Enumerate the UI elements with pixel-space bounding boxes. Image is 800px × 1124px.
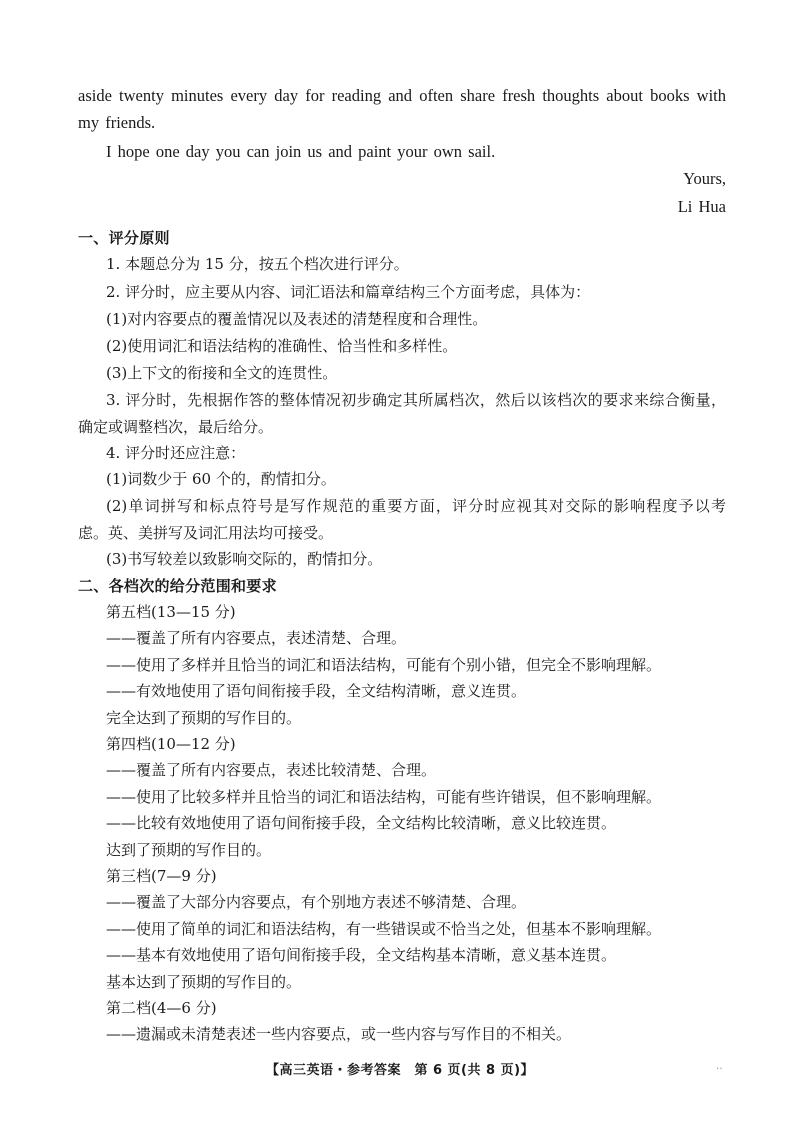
grade-3-title: 第三档(7—9 分) <box>106 867 217 885</box>
grade-3-criterion: ——基本有效地使用了语句间衔接手段，全文结构基本清晰，意义基本连贯。 <box>106 946 617 964</box>
scan-speck: ‥ <box>716 1061 723 1072</box>
grade-4-summary: 达到了预期的写作目的。 <box>106 841 272 859</box>
grade-4-title: 第四档(10—12 分) <box>106 735 236 753</box>
section1-line: 2. 评分时，应主要从内容、词汇语法和篇章结构三个方面考虑，具体为： <box>106 283 591 301</box>
section1-line: 虑。英、美拼写及词汇用法均可接受。 <box>78 524 334 542</box>
grade-5-criterion: ——有效地使用了语句间衔接手段，全文结构清晰，意义连贯。 <box>106 682 527 700</box>
letter-line-3: I hope one day you can join us and paint your own sail. <box>106 142 496 161</box>
letter-signature: Li Hua <box>677 197 726 216</box>
grade-4-criterion: ——比较有效地使用了语句间衔接手段，全文结构比较清晰，意义比较连贯。 <box>106 814 617 832</box>
section1-line: (2)使用词汇和语法结构的准确性、恰当性和多样性。 <box>106 337 458 355</box>
section1-line: 3. 评分时，先根据作答的整体情况初步确定其所属档次，然后以该档次的要求来综合衡量， <box>106 391 726 409</box>
section2-heading: 二、各档次的给分范围和要求 <box>78 577 277 595</box>
grade-2-criterion: ——遗漏或未清楚表述一些内容要点，或一些内容与写作目的不相关。 <box>106 1025 572 1043</box>
grade-5-title: 第五档(13—15 分) <box>106 603 236 621</box>
grade-4-criterion: ——使用了比较多样并且恰当的词汇和语法结构，可能有些许错误，但不影响理解。 <box>106 788 662 806</box>
section1-line: 1. 本题总分为 15 分，按五个档次进行评分。 <box>106 255 409 273</box>
grade-3-summary: 基本达到了预期的写作目的。 <box>106 973 302 991</box>
grade-3-criterion: ——使用了简单的词汇和语法结构，有一些错误或不恰当之处，但基本不影响理解。 <box>106 920 662 938</box>
grade-5-criterion: ——覆盖了所有内容要点，表述清楚、合理。 <box>106 629 407 647</box>
section1-line: 确定或调整档次，最后给分。 <box>78 418 274 436</box>
grade-3-criterion: ——覆盖了大部分内容要点，有个别地方表述不够清楚、合理。 <box>106 893 527 911</box>
section1-line: (2)单词拼写和标点符号是写作规范的重要方面，评分时应视其对交际的影响程度予以考 <box>106 497 726 515</box>
section1-line: (3)上下文的衔接和全文的连贯性。 <box>106 364 338 382</box>
letter-line-2: my friends. <box>78 113 156 132</box>
letter-closing: Yours, <box>683 169 726 188</box>
grade-2-title: 第二档(4—6 分) <box>106 999 217 1017</box>
section1-line: (1)对内容要点的覆盖情况以及表述的清楚程度和合理性。 <box>106 310 488 328</box>
page-footer: 【高三英语・参考答案 第 6 页(共 8 页)】 <box>265 1063 535 1078</box>
section1-line: (1)词数少于 60 个的，酌情扣分。 <box>106 470 336 488</box>
section1-heading: 一、评分原则 <box>78 229 170 247</box>
letter-line-1: aside twenty minutes every day for reading and often share fresh thoughts about books with <box>78 86 726 105</box>
section1-line: (3)书写较差以致影响交际的，酌情扣分。 <box>106 550 383 568</box>
section1-line: 4. 评分时还应注意： <box>106 444 246 462</box>
grade-5-summary: 完全达到了预期的写作目的。 <box>106 709 302 727</box>
grade-5-criterion: ——使用了多样并且恰当的词汇和语法结构，可能有个别小错，但完全不影响理解。 <box>106 656 662 674</box>
grade-4-criterion: ——覆盖了所有内容要点，表述比较清楚、合理。 <box>106 761 437 779</box>
